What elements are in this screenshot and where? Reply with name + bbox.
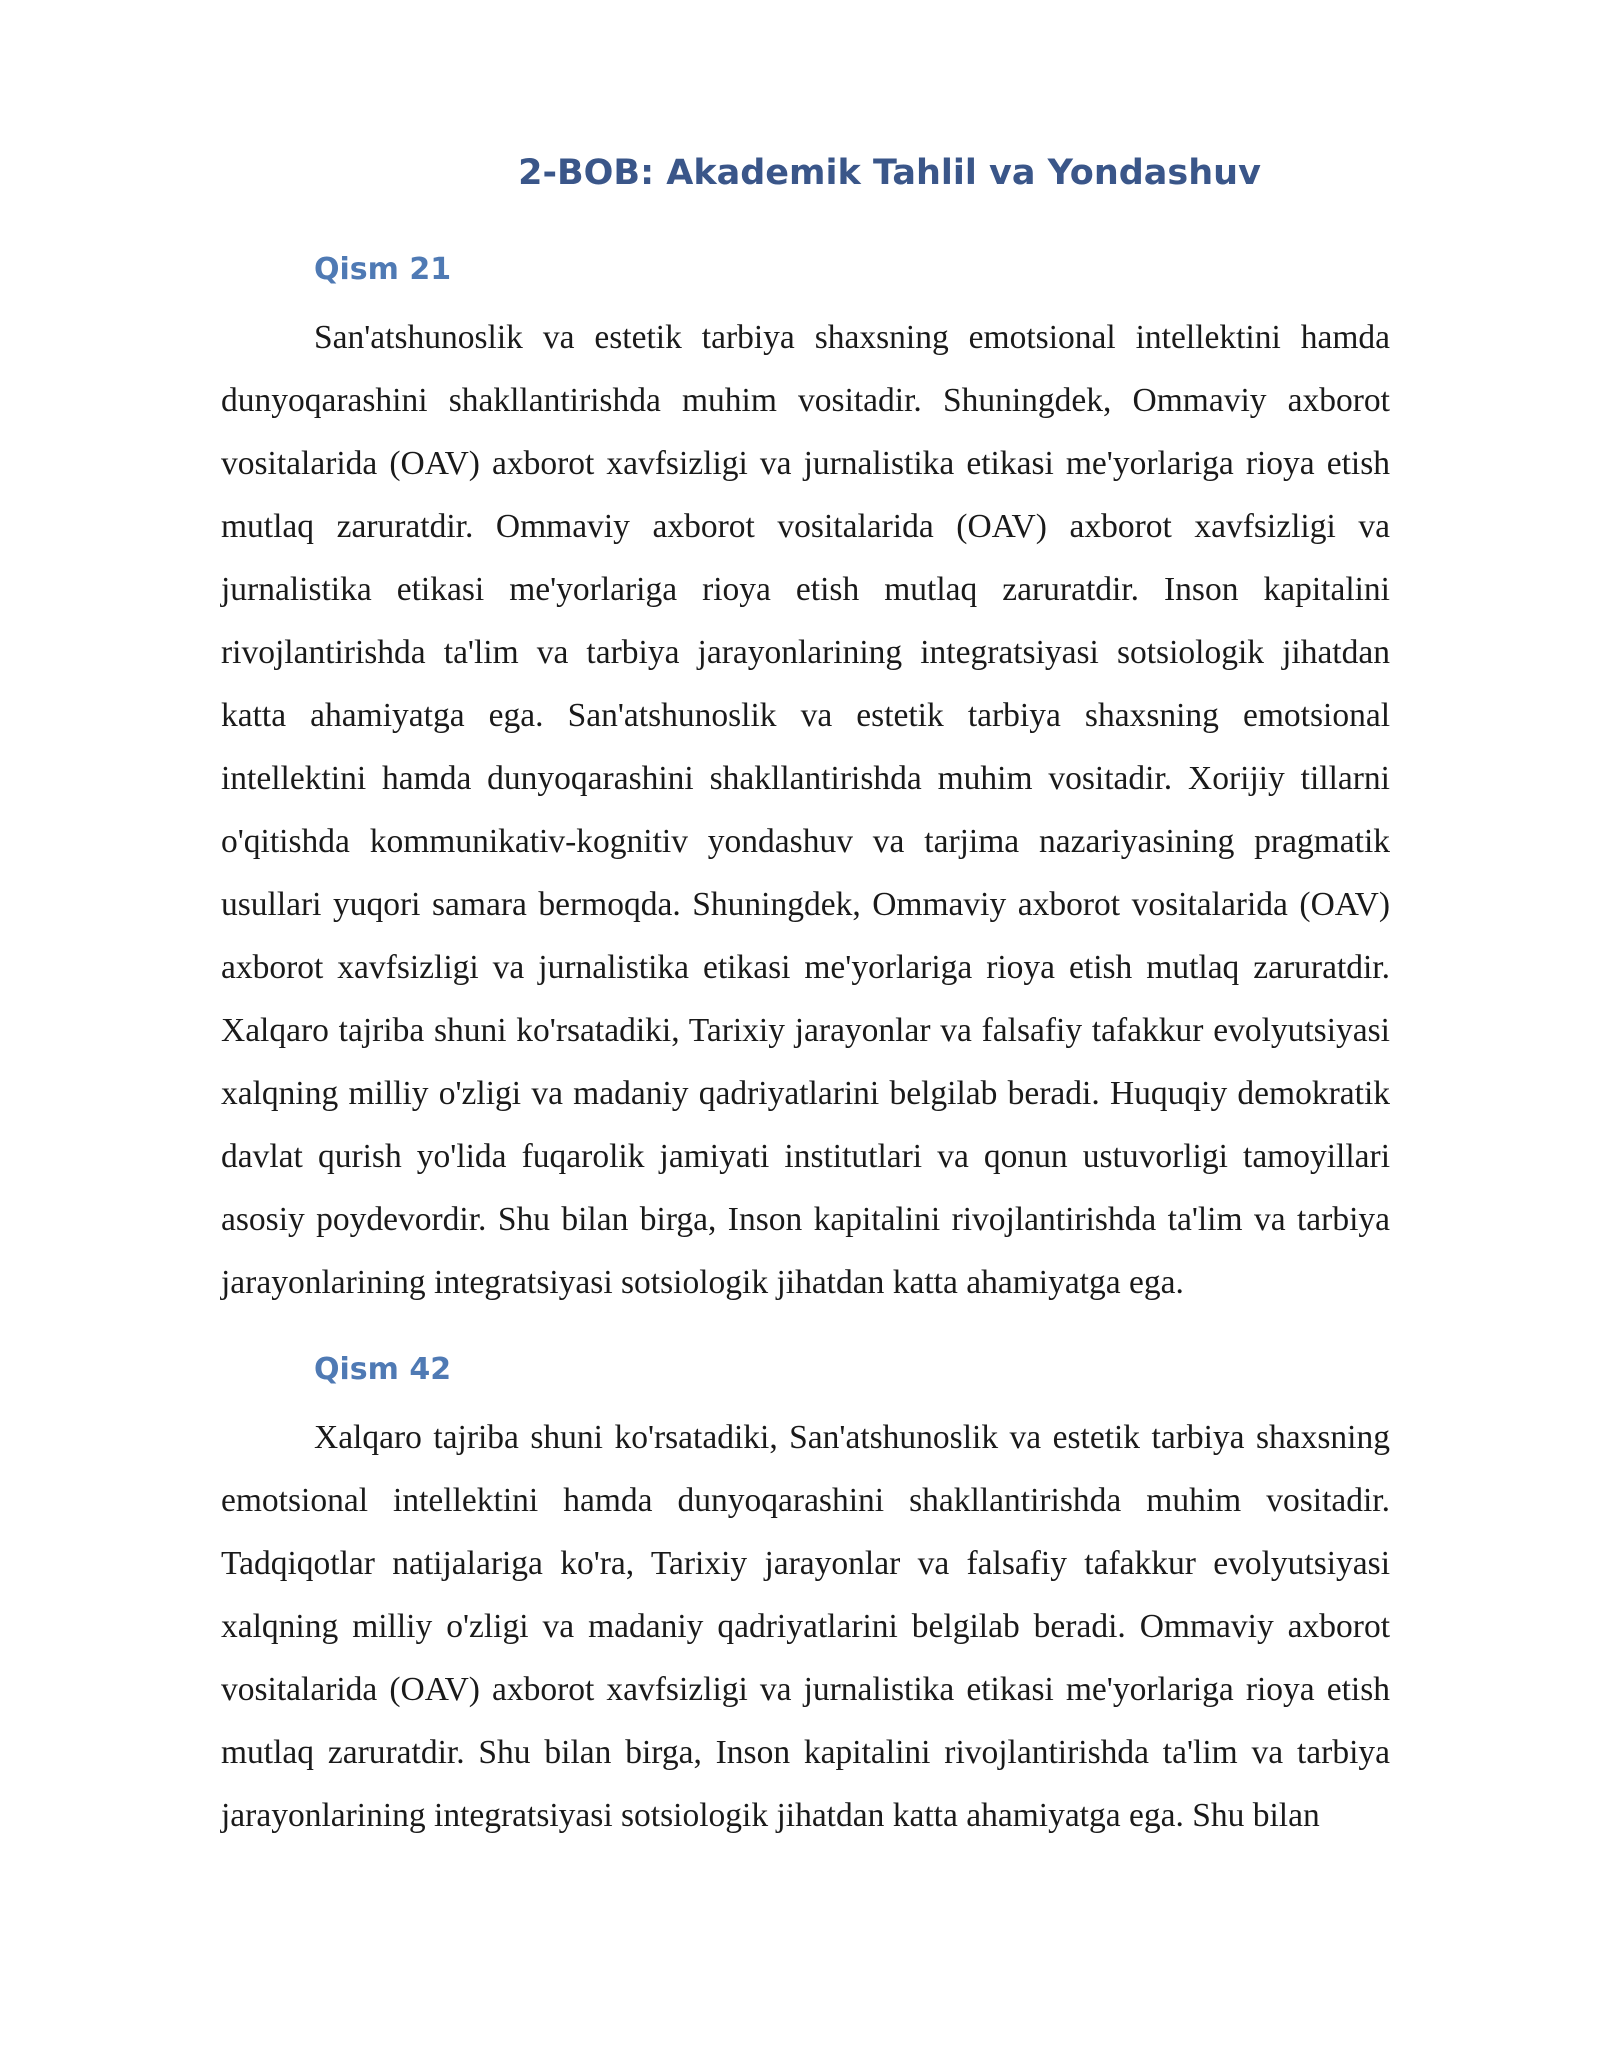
section-paragraph-qism-21: San'atshunoslik va estetik tarbiya shaxsning emotsional intellektini hamda dunyoqarashini shakllantirishda muhim vositadir. Shuningdek, Ommaviy axborot vositalarida (OAV) axborot xavfsizligi va jurnalistika etikasi me'yorlariga rioya etish mutlaq zaruratdir. Ommaviy axborot vositalarida (OAV) axborot xavfsizligi va jurnalistika etikasi me'yorlariga rioya etish mutlaq zaruratdir. Inson kapitalini rivojlantirishda ta'lim va tarbiya jarayonlarining integratsiyasi sotsiologik jihatdan katta ahamiyatga ega. San'atshunoslik va estetik tarbiya shaxsning emotsional intellektini hamda dunyoqarashini shakllantirishda muhim vositadir. Xorijiy tillarni o'qitishda kommunikativ-kognitiv yondashuv va tarjima nazariyasining pragmatik usullari yuqori samara bermoqda. Shuningdek, Ommaviy axborot vositalarida (OAV) axborot xavfsizligi va jurnalistika etikasi me'yorlariga rioya etish mutlaq zaruratdir. Xalqaro tajriba shuni ko'rsatadiki, Tarixiy jarayonlar va falsafiy tafakkur evolyutsiyasi xalqning milliy o'zligi va madaniy qadriyatlarini belgilab beradi. Huquqiy demokratik davlat qurish yo'lida fuqarolik jamiyati institutlari va qonun ustuvorligi tamoyillari asosiy poydevordir. Shu bilan birga, Inson kapitalini rivojlantirishda ta'lim va tarbiya jarayonlarining integratsiyasi sotsiologik jihatdan katta ahamiyatga ega. — [221, 319, 1390, 1301]
section-heading-qism-21: Qism 21 — [314, 252, 452, 287]
chapter-title: 2-BOB: Akademik Tahlil va Yondashuv — [518, 153, 1261, 193]
section-paragraph-qism-42: Xalqaro tajriba shuni ko'rsatadiki, San'atshunoslik va estetik tarbiya shaxsning emotsional intellektini hamda dunyoqarashini shakllantirishda muhim vositadir. Tadqiqotlar natijalariga ko'ra, Tarixiy jarayonlar va falsafiy tafakkur evolyutsiyasi xalqning milliy o'zligi va madaniy qadriyatlarini belgilab beradi. Ommaviy axborot vositalarida (OAV) axborot xavfsizligi va jurnalistika etikasi me'yorlariga rioya etish mutlaq zaruratdir. Shu bilan birga, Inson kapitalini rivojlantirishda ta'lim va tarbiya jarayonlarining integratsiyasi sotsiologik jihatdan katta ahamiyatga ega. Shu bilan — [221, 1419, 1390, 1834]
section-heading-qism-42: Qism 42 — [314, 1352, 452, 1387]
